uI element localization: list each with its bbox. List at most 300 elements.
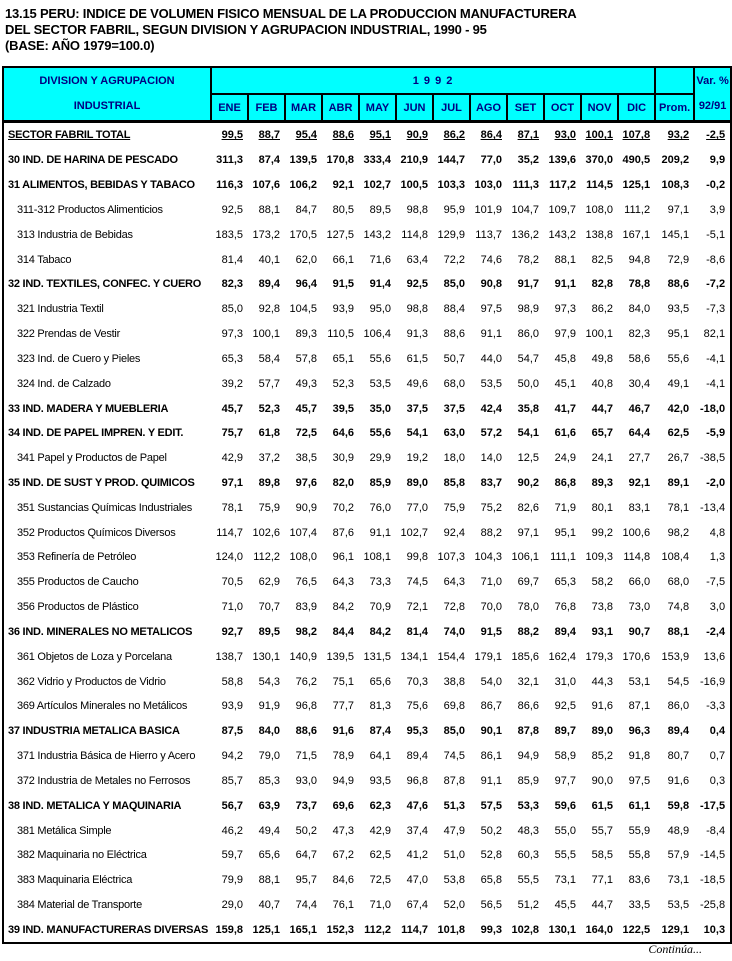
row-label: 39 IND. MANUFACTURERAS DIVERSAS xyxy=(8,923,209,936)
cell-ago: 179,1 xyxy=(474,650,502,663)
cell-mar: 96,8 xyxy=(295,700,317,713)
cell-feb: 65,6 xyxy=(258,849,280,862)
cell-set: 87,8 xyxy=(517,725,539,738)
cell-prom: 108,4 xyxy=(661,551,690,564)
table-row xyxy=(3,620,731,645)
cell-prom: 95,1 xyxy=(667,328,690,341)
cell-ago: 77,0 xyxy=(480,154,502,167)
row-label: 322 Prendas de Vestir xyxy=(17,328,120,341)
cell-ene: 94,2 xyxy=(221,750,243,763)
cell-prom: 153,9 xyxy=(661,650,690,663)
cell-abr: 96,1 xyxy=(332,551,354,564)
table-row xyxy=(3,446,731,471)
cell-may: 42,9 xyxy=(369,824,391,837)
cell-ago: 53,5 xyxy=(480,377,502,390)
cell-may: 71,6 xyxy=(369,253,391,266)
cell-may: 55,6 xyxy=(369,427,391,440)
title-line-1: 13.15 PERU: INDICE DE VOLUMEN FISICO MENSUAL DE LA PRODUCCION MANUFACTURERA xyxy=(5,6,577,21)
cell-var: 3,0 xyxy=(709,601,726,614)
cell-mar: 108,0 xyxy=(289,551,317,564)
row-label: 32 IND. TEXTILES, CONFEC. Y CUERO xyxy=(8,278,202,291)
cell-jul: 75,9 xyxy=(443,501,465,514)
cell-jul: 85,8 xyxy=(443,477,465,489)
cell-ago: 14,0 xyxy=(480,452,502,465)
cell-set: 82,6 xyxy=(517,501,539,514)
cell-dic: 82,3 xyxy=(628,328,651,341)
cell-set: 102,8 xyxy=(511,923,539,936)
cell-abr: 39,5 xyxy=(332,402,354,415)
cell-mar: 62,0 xyxy=(295,253,317,266)
cell-may: 65,6 xyxy=(369,675,391,688)
cell-mar: 140,9 xyxy=(289,650,317,663)
cell-var: -2,5 xyxy=(706,129,726,142)
cell-ago: 71,0 xyxy=(480,576,502,589)
cell-abr: 87,6 xyxy=(332,526,354,539)
cell-feb: 102,6 xyxy=(252,526,280,539)
cell-feb: 173,2 xyxy=(252,228,280,241)
cell-prom: 93,2 xyxy=(667,129,690,142)
cell-prom: 108,3 xyxy=(661,179,690,192)
cell-oct: 91,1 xyxy=(554,278,576,291)
cell-var: 13,6 xyxy=(703,650,726,663)
cell-set: 50,0 xyxy=(517,377,539,390)
cell-jun: 114,8 xyxy=(401,228,428,241)
cell-nov: 40,8 xyxy=(591,377,613,390)
column-header-dic: DIC xyxy=(618,94,655,122)
cell-may: 91,4 xyxy=(369,278,391,291)
cell-oct: 41,7 xyxy=(554,402,576,415)
cell-mar: 88,6 xyxy=(295,725,317,738)
table-body xyxy=(3,122,731,944)
cell-abr: 127,5 xyxy=(326,228,354,241)
table-row xyxy=(3,818,731,843)
cell-ago: 75,2 xyxy=(480,501,502,514)
cell-jun: 134,1 xyxy=(400,650,428,663)
cell-ago: 91,1 xyxy=(480,328,502,341)
table-row xyxy=(3,421,731,446)
cell-oct: 143,2 xyxy=(548,228,576,241)
cell-prom: 42,0 xyxy=(667,402,690,415)
column-header-jul: JUL xyxy=(433,94,470,122)
table-row xyxy=(3,545,731,570)
cell-ene: 311,3 xyxy=(216,154,243,167)
cell-abr: 47,3 xyxy=(332,824,354,837)
cell-jun: 47,0 xyxy=(406,874,428,887)
header-prom-spacer xyxy=(655,67,694,94)
cell-oct: 162,4 xyxy=(548,650,576,663)
cell-prom: 89,4 xyxy=(667,725,690,738)
cell-abr: 93,9 xyxy=(332,303,354,316)
cell-ago: 104,3 xyxy=(474,551,502,564)
cell-jul: 63,0 xyxy=(443,427,465,440)
cell-oct: 139,6 xyxy=(548,154,576,167)
row-label: SECTOR FABRIL TOTAL xyxy=(8,129,131,142)
cell-set: 55,5 xyxy=(517,874,539,887)
cell-abr: 84,6 xyxy=(332,874,354,887)
cell-mar: 76,2 xyxy=(295,675,317,688)
cell-set: 53,3 xyxy=(517,799,539,812)
row-label: 371 Industria Básica de Hierro y Acero xyxy=(17,750,196,763)
cell-mar: 64,7 xyxy=(295,849,317,862)
cell-abr: 70,2 xyxy=(332,501,354,514)
cell-var: -5,9 xyxy=(706,427,726,440)
row-label: 356 Productos de Plástico xyxy=(17,601,139,614)
cell-mar: 50,2 xyxy=(295,824,317,837)
cell-oct: 109,7 xyxy=(548,203,576,216)
cell-jun: 63,4 xyxy=(406,253,428,266)
cell-prom: 129,1 xyxy=(661,923,690,936)
continuation-note: Continúa... xyxy=(648,942,702,956)
cell-ene: 93,9 xyxy=(221,700,243,713)
cell-var: 4,8 xyxy=(709,526,726,539)
cell-mar: 96,4 xyxy=(295,278,317,291)
cell-ene: 46,2 xyxy=(221,824,243,837)
cell-ene: 85,7 xyxy=(221,774,243,787)
cell-dic: 114,8 xyxy=(623,551,651,564)
cell-ago: 50,2 xyxy=(480,824,502,837)
cell-oct: 73,1 xyxy=(554,874,576,887)
cell-oct: 31,0 xyxy=(554,675,576,688)
cell-jun: 37,4 xyxy=(406,824,428,837)
cell-jul: 95,9 xyxy=(443,203,465,216)
cell-set: 104,7 xyxy=(511,203,539,216)
cell-prom: 145,1 xyxy=(661,228,690,241)
column-header-oct: OCT xyxy=(544,94,581,122)
cell-ago: 86,1 xyxy=(480,750,502,763)
cell-abr: 76,1 xyxy=(332,899,354,912)
column-header-prom: Prom. xyxy=(655,94,694,122)
cell-ene: 87,5 xyxy=(221,725,243,738)
cell-prom: 49,1 xyxy=(667,377,690,390)
cell-abr: 75,1 xyxy=(332,675,354,688)
cell-oct: 55,0 xyxy=(554,824,576,837)
cell-jun: 89,0 xyxy=(406,477,428,489)
cell-set: 32,1 xyxy=(517,675,539,688)
cell-nov: 44,3 xyxy=(591,675,613,688)
cell-may: 333,4 xyxy=(363,154,391,167)
cell-mar: 49,3 xyxy=(295,377,317,390)
cell-set: 78,2 xyxy=(517,253,539,266)
cell-mar: 73,7 xyxy=(295,799,317,812)
cell-dic: 84,0 xyxy=(628,303,651,316)
cell-feb: 62,9 xyxy=(258,576,280,589)
cell-nov: 90,0 xyxy=(591,774,613,787)
cell-var: -18,5 xyxy=(700,874,726,887)
table-row xyxy=(3,471,731,496)
cell-nov: 100,1 xyxy=(585,328,613,341)
cell-abr: 66,1 xyxy=(332,253,354,266)
cell-prom: 88,6 xyxy=(667,278,690,291)
cell-ene: 45,7 xyxy=(221,402,243,415)
cell-ene: 99,5 xyxy=(221,129,243,142)
cell-prom: 53,5 xyxy=(667,899,690,912)
row-label: 361 Objetos de Loza y Porcelana xyxy=(17,650,172,663)
cell-set: 35,2 xyxy=(517,154,539,167)
cell-oct: 45,1 xyxy=(554,377,576,390)
cell-set: 136,2 xyxy=(511,228,539,241)
cell-jul: 92,4 xyxy=(443,526,465,539)
cell-nov: 24,1 xyxy=(591,452,613,465)
cell-var: -0,2 xyxy=(706,179,726,192)
cell-mar: 72,5 xyxy=(295,427,317,440)
cell-jun: 98,8 xyxy=(406,203,428,216)
cell-prom: 48,9 xyxy=(667,824,690,837)
cell-feb: 63,9 xyxy=(258,799,280,812)
cell-oct: 93,0 xyxy=(554,129,576,142)
cell-ago: 88,2 xyxy=(480,526,502,539)
table-header xyxy=(3,67,731,122)
cell-jun: 91,3 xyxy=(406,328,428,341)
cell-nov: 100,1 xyxy=(585,129,613,142)
cell-mar: 83,9 xyxy=(295,601,317,614)
cell-ago: 70,0 xyxy=(480,601,502,614)
cell-dic: 111,2 xyxy=(624,203,651,216)
cell-var: -2,0 xyxy=(706,477,726,489)
cell-ago: 65,8 xyxy=(480,874,502,887)
column-header-ene: ENE xyxy=(211,94,248,122)
cell-ago: 90,8 xyxy=(480,278,502,291)
cell-dic: 46,7 xyxy=(628,402,651,415)
cell-ago: 86,7 xyxy=(480,700,502,713)
cell-nov: 108,0 xyxy=(585,203,613,216)
cell-may: 55,6 xyxy=(369,352,391,365)
cell-abr: 88,6 xyxy=(332,129,354,142)
cell-dic: 122,5 xyxy=(622,923,651,936)
cell-nov: 164,0 xyxy=(585,923,613,936)
cell-mar: 97,6 xyxy=(295,477,317,489)
cell-feb: 125,1 xyxy=(252,923,280,936)
cell-oct: 86,8 xyxy=(554,477,576,489)
cell-oct: 111,1 xyxy=(550,551,576,564)
cell-may: 84,2 xyxy=(369,625,391,638)
cell-jul: 85,0 xyxy=(443,278,465,291)
cell-ago: 91,5 xyxy=(480,625,502,638)
cell-may: 91,1 xyxy=(369,526,391,539)
header-var-line1: Var. % xyxy=(696,75,729,87)
cell-jul: 64,3 xyxy=(443,576,465,589)
cell-nov: 370,0 xyxy=(585,154,613,167)
cell-ago: 86,4 xyxy=(480,129,502,142)
cell-prom: 209,2 xyxy=(661,154,690,167)
cell-ago: 101,9 xyxy=(474,203,502,216)
cell-nov: 77,1 xyxy=(591,874,613,887)
table-row xyxy=(3,148,731,173)
cell-prom: 72,9 xyxy=(667,253,690,266)
row-label: 313 Industria de Bebidas xyxy=(17,228,133,241)
cell-mar: 98,2 xyxy=(295,625,317,638)
cell-var: -38,5 xyxy=(700,452,726,465)
cell-dic: 83,6 xyxy=(628,874,651,887)
cell-var: 0,3 xyxy=(709,774,726,787)
cell-set: 54,1 xyxy=(517,427,539,440)
column-header-set: SET xyxy=(507,94,544,122)
column-header-abr: ABR xyxy=(322,94,359,122)
cell-prom: 80,7 xyxy=(667,750,690,763)
cell-ago: 42,4 xyxy=(480,402,502,415)
cell-jul: 144,7 xyxy=(437,154,465,167)
cell-jun: 41,2 xyxy=(406,849,428,862)
cell-jul: 72,2 xyxy=(443,253,465,266)
cell-ago: 83,7 xyxy=(480,477,502,489)
table-row xyxy=(3,346,731,371)
cell-abr: 84,2 xyxy=(332,601,354,614)
cell-may: 95,1 xyxy=(369,129,391,142)
cell-var: -18,0 xyxy=(700,402,726,415)
title-line-3: (BASE: AÑO 1979=100.0) xyxy=(5,38,155,53)
cell-abr: 170,8 xyxy=(326,154,354,167)
cell-feb: 79,0 xyxy=(258,750,280,763)
cell-set: 78,0 xyxy=(517,601,539,614)
cell-feb: 87,4 xyxy=(258,154,280,167)
cell-dic: 58,6 xyxy=(628,352,651,365)
cell-ago: 91,1 xyxy=(480,774,502,787)
row-label: 352 Productos Químicos Diversos xyxy=(17,526,176,539)
cell-jun: 67,4 xyxy=(406,899,428,912)
cell-ene: 97,3 xyxy=(221,328,243,341)
cell-jun: 70,3 xyxy=(406,675,428,688)
cell-mar: 95,7 xyxy=(295,874,317,887)
cell-nov: 73,8 xyxy=(591,601,613,614)
cell-prom: 89,1 xyxy=(667,477,690,489)
table-row xyxy=(3,222,731,247)
cell-ene: 71,0 xyxy=(221,601,243,614)
statistics-table xyxy=(2,66,732,944)
cell-var: 0,7 xyxy=(709,750,726,763)
cell-may: 102,7 xyxy=(363,179,391,192)
cell-feb: 61,8 xyxy=(258,427,280,440)
cell-oct: 89,7 xyxy=(554,725,576,738)
cell-var: 0,4 xyxy=(709,725,726,738)
cell-prom: 26,7 xyxy=(667,452,690,465)
row-label: 37 INDUSTRIA METALICA BASICA xyxy=(8,725,180,738)
cell-prom: 74,8 xyxy=(667,601,690,614)
cell-mar: 139,5 xyxy=(289,154,317,167)
cell-abr: 64,3 xyxy=(332,576,354,589)
row-label: 353 Refinería de Petróleo xyxy=(17,551,137,564)
cell-may: 93,5 xyxy=(369,774,391,787)
cell-dic: 83,1 xyxy=(628,501,651,514)
cell-prom: 59,8 xyxy=(667,799,690,812)
cell-feb: 37,2 xyxy=(258,452,280,465)
header-year-1992: 1 9 9 2 xyxy=(211,67,655,94)
cell-dic: 96,3 xyxy=(628,725,651,738)
cell-jul: 47,9 xyxy=(443,824,465,837)
row-label: 323 Ind. de Cuero y Pieles xyxy=(17,352,141,365)
table-row xyxy=(3,644,731,669)
cell-ene: 138,7 xyxy=(215,650,243,663)
cell-var: 9,9 xyxy=(709,154,726,167)
cell-feb: 89,8 xyxy=(258,477,280,489)
cell-mar: 89,3 xyxy=(295,328,317,341)
cell-jul: 129,9 xyxy=(437,228,465,241)
header-division-line1: DIVISION Y AGRUPACION xyxy=(39,75,175,87)
cell-may: 70,9 xyxy=(369,601,391,614)
cell-may: 87,4 xyxy=(369,725,391,738)
cell-set: 60,3 xyxy=(517,849,539,862)
cell-feb: 85,3 xyxy=(258,774,280,787)
cell-jun: 37,5 xyxy=(406,402,428,415)
cell-may: 53,5 xyxy=(369,377,391,390)
cell-ago: 103,0 xyxy=(474,179,502,192)
cell-jun: 96,8 xyxy=(406,774,428,787)
cell-var: -7,2 xyxy=(706,278,726,291)
cell-var: -4,1 xyxy=(706,352,726,365)
cell-prom: 86,0 xyxy=(667,700,690,713)
row-label: 321 Industria Textil xyxy=(17,303,104,316)
cell-abr: 78,9 xyxy=(332,750,354,763)
cell-ene: 56,7 xyxy=(221,799,243,812)
cell-set: 54,7 xyxy=(517,352,539,365)
cell-var: 10,3 xyxy=(703,923,726,936)
cell-feb: 58,4 xyxy=(258,352,280,365)
cell-jul: 69,8 xyxy=(443,700,465,713)
column-header-jun: JUN xyxy=(396,94,433,122)
cell-ago: 57,5 xyxy=(480,799,502,812)
cell-dic: 78,8 xyxy=(628,278,651,291)
cell-jul: 72,8 xyxy=(443,601,465,614)
cell-nov: 65,7 xyxy=(591,427,613,440)
cell-jul: 51,3 xyxy=(443,799,465,812)
title-line-2: DEL SECTOR FABRIL, SEGUN DIVISION Y AGRUPACION INDUSTRIAL, 1990 - 95 xyxy=(5,22,487,37)
cell-may: 106,4 xyxy=(363,328,391,341)
cell-dic: 66,0 xyxy=(628,576,651,589)
cell-prom: 98,2 xyxy=(667,526,690,539)
cell-ago: 97,5 xyxy=(480,303,502,316)
cell-jul: 38,8 xyxy=(443,675,465,688)
cell-may: 131,5 xyxy=(363,650,391,663)
cell-set: 94,9 xyxy=(517,750,539,763)
row-label: 34 IND. DE PAPEL IMPREN. Y EDIT. xyxy=(8,427,184,440)
row-label: 36 IND. MINERALES NO METALICOS xyxy=(8,625,193,638)
cell-abr: 65,1 xyxy=(332,352,354,365)
cell-nov: 89,0 xyxy=(591,725,613,738)
cell-nov: 109,3 xyxy=(585,551,613,564)
cell-var: -8,6 xyxy=(706,253,726,266)
cell-jul: 37,5 xyxy=(443,402,465,415)
cell-may: 108,1 xyxy=(363,551,391,564)
cell-abr: 92,1 xyxy=(332,179,354,192)
cell-prom: 55,6 xyxy=(667,352,690,365)
cell-var: -8,4 xyxy=(706,824,726,837)
cell-ago: 52,8 xyxy=(480,849,502,862)
table-row xyxy=(3,396,731,421)
cell-prom: 73,1 xyxy=(667,874,690,887)
cell-feb: 88,7 xyxy=(258,129,280,142)
cell-dic: 107,8 xyxy=(622,129,651,142)
cell-set: 86,6 xyxy=(517,700,539,713)
cell-prom: 91,6 xyxy=(667,774,690,787)
cell-oct: 65,3 xyxy=(554,576,576,589)
cell-oct: 71,9 xyxy=(554,501,576,514)
cell-set: 90,2 xyxy=(517,477,539,489)
row-label: 311-312 Productos Alimenticios xyxy=(17,203,163,216)
cell-feb: 49,4 xyxy=(258,824,280,837)
cell-nov: 82,8 xyxy=(591,278,613,291)
cell-may: 64,1 xyxy=(369,750,391,763)
column-header-nov: NOV xyxy=(581,94,618,122)
cell-ene: 116,3 xyxy=(216,179,243,192)
cell-nov: 44,7 xyxy=(591,402,613,415)
cell-set: 106,1 xyxy=(511,551,539,564)
cell-var: -13,4 xyxy=(700,501,726,514)
cell-nov: 99,2 xyxy=(591,526,613,539)
cell-mar: 84,7 xyxy=(295,203,317,216)
row-label: 372 Industria de Metales no Ferrosos xyxy=(17,774,191,787)
cell-abr: 80,5 xyxy=(332,203,354,216)
cell-oct: 97,3 xyxy=(554,303,576,316)
cell-oct: 92,5 xyxy=(554,700,576,713)
cell-may: 62,5 xyxy=(369,849,391,862)
